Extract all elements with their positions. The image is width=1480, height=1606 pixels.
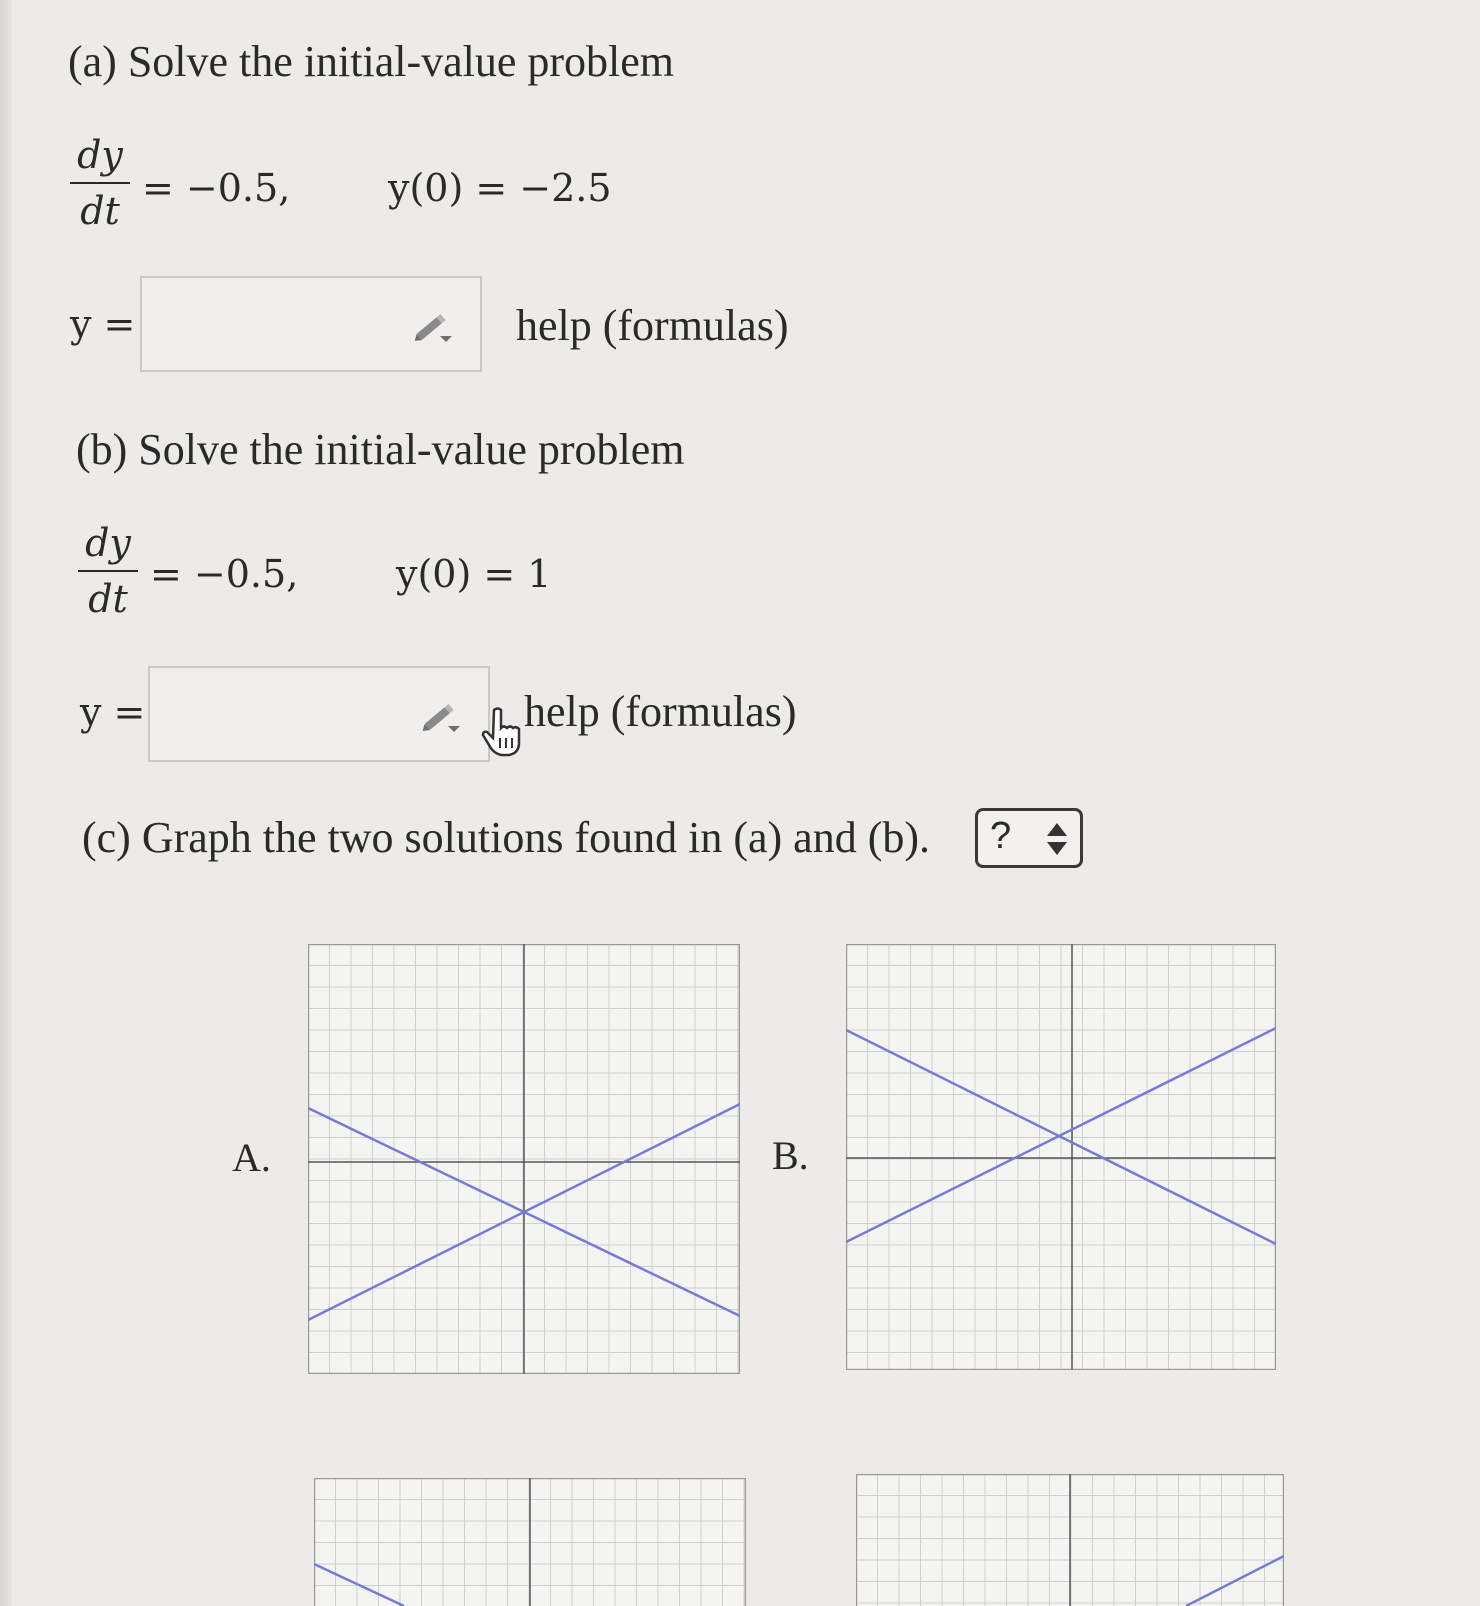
graph-choice-select[interactable] (975, 808, 1083, 868)
graph-b-svg (846, 944, 1276, 1370)
part-b-heading: (b) Solve the initial-value problem (76, 425, 685, 474)
graph-option-a[interactable] (308, 944, 740, 1374)
pencil-dropdown-icon[interactable] (418, 700, 466, 736)
part-b-fraction (78, 520, 138, 622)
part-a-fraction-bar (70, 182, 130, 184)
part-b-answer-input[interactable] (156, 674, 420, 756)
part-b-help-link[interactable]: help (formulas) (524, 687, 797, 736)
part-b-initial-condition: y(0) = 1 (396, 552, 552, 596)
part-b-answer-box (148, 666, 490, 762)
graph-option-d[interactable] (856, 1474, 1284, 1606)
page-edge (0, 0, 12, 1606)
part-b-fraction-bar (78, 570, 138, 572)
part-b-answer-label: y = (80, 690, 146, 734)
part-a-answer-label: y = (70, 302, 136, 346)
graph-d-svg (856, 1474, 1284, 1606)
part-a-answer-input[interactable] (148, 284, 412, 366)
graph-choice-value: ? (990, 815, 1012, 857)
option-a-label: A. (232, 1135, 271, 1180)
part-b-fraction-numerator: dy (85, 521, 131, 565)
part-a-fraction-denominator: dt (80, 189, 120, 233)
part-c-heading: (c) Graph the two solutions found in (a) and (b). (82, 813, 931, 862)
part-a-help-link[interactable]: help (formulas) (516, 301, 789, 350)
part-a-fraction (70, 132, 130, 234)
graph-b-grid (846, 944, 1276, 1370)
hand-pointer-icon (480, 706, 526, 758)
part-a-equation-rhs: = −0.5, (142, 166, 291, 210)
pencil-dropdown-icon[interactable] (410, 310, 458, 346)
part-a-answer-box (140, 276, 482, 372)
graph-option-b[interactable] (846, 944, 1276, 1370)
part-b-equation-rhs: = −0.5, (150, 552, 299, 596)
part-a-fraction-numerator: dy (77, 133, 123, 177)
up-down-arrows-icon (1046, 821, 1068, 857)
graph-a-svg (308, 944, 740, 1374)
part-a-heading: (a) Solve the initial-value problem (68, 37, 675, 86)
option-b-label: B. (772, 1133, 809, 1178)
part-b-fraction-denominator: dt (88, 577, 128, 621)
graph-option-c[interactable] (314, 1478, 746, 1606)
part-a-initial-condition: y(0) = −2.5 (388, 166, 612, 210)
graph-c-svg (314, 1478, 746, 1606)
